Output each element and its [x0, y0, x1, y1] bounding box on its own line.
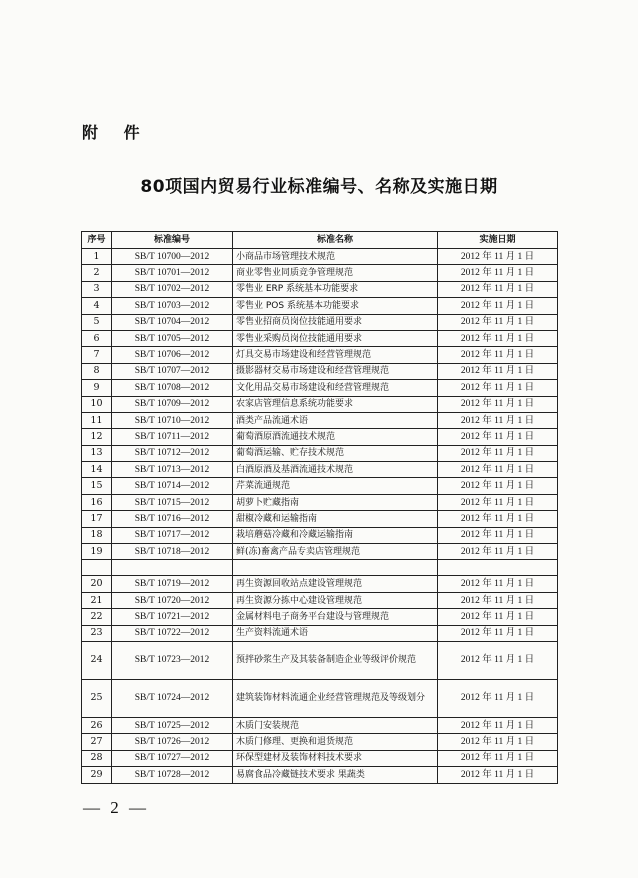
- cell-name: 摄影器材交易市场建设和经营管理规范: [233, 363, 438, 379]
- table-row: [82, 750, 558, 766]
- cell-seq: 14: [82, 462, 112, 478]
- cell-seq: 29: [82, 767, 112, 783]
- cell-date: 2012 年 11 月 1 日: [438, 462, 558, 478]
- cell-code: SB/T 10727—2012: [112, 750, 233, 766]
- table-row: [82, 347, 558, 363]
- cell-date: 2012 年 11 月 1 日: [438, 767, 558, 783]
- cell-seq: 5: [82, 314, 112, 330]
- cell-name: 环保型建材及装饰材料技术要求: [233, 750, 438, 766]
- cell-date: 2012 年 11 月 1 日: [438, 396, 558, 412]
- cell-name: 小商品市场管理技术规范: [233, 249, 438, 265]
- page-title: 80项国内贸易行业标准编号、名称及实施日期: [140, 177, 498, 197]
- table-row: [82, 767, 558, 783]
- cell-name: 易腐食品冷藏链技术要求 果蔬类: [233, 767, 438, 783]
- cell-code: SB/T 10728—2012: [112, 767, 233, 783]
- cell-code: SB/T 10722—2012: [112, 625, 233, 641]
- cell-date: 2012 年 11 月 1 日: [438, 527, 558, 543]
- cell-seq: 10: [82, 396, 112, 412]
- cell-name: 胡萝卜贮藏指南: [233, 494, 438, 510]
- table-row: [82, 544, 558, 560]
- cell-seq: 17: [82, 511, 112, 527]
- table-body-tall-rows: [82, 641, 558, 717]
- cell-seq: 12: [82, 429, 112, 445]
- cell-seq: 7: [82, 347, 112, 363]
- table-row: [82, 717, 558, 733]
- table-row: [82, 494, 558, 510]
- cell-date: 2012 年 11 月 1 日: [438, 679, 558, 717]
- table-row: [82, 412, 558, 428]
- cell-code: SB/T 10706—2012: [112, 347, 233, 363]
- table-body-part-3: [82, 717, 558, 783]
- cell-seq: 19: [82, 544, 112, 560]
- cell-code: SB/T 10700—2012: [112, 249, 233, 265]
- cell-code: SB/T 10707—2012: [112, 363, 233, 379]
- cell-seq: 28: [82, 750, 112, 766]
- cell-code: SB/T 10723—2012: [112, 641, 233, 679]
- cell-code: SB/T 10701—2012: [112, 265, 233, 281]
- cell-date: 2012 年 11 月 1 日: [438, 412, 558, 428]
- cell-code: SB/T 10717—2012: [112, 527, 233, 543]
- cell-seq: 11: [82, 412, 112, 428]
- cell-date: 2012 年 11 月 1 日: [438, 544, 558, 560]
- cell-seq: 23: [82, 625, 112, 641]
- cell-name: 木质门安装规范: [233, 717, 438, 733]
- cell-seq: 8: [82, 363, 112, 379]
- cell-date: 2012 年 11 月 1 日: [438, 330, 558, 346]
- cell-code: SB/T 10715—2012: [112, 494, 233, 510]
- table-spacer: [82, 560, 558, 576]
- table-row: [82, 249, 558, 265]
- cell-date: 2012 年 11 月 1 日: [438, 363, 558, 379]
- cell-seq: 18: [82, 527, 112, 543]
- cell-code: SB/T 10718—2012: [112, 544, 233, 560]
- cell-seq: 16: [82, 494, 112, 510]
- table-row: [82, 298, 558, 314]
- cell-code: SB/T 10725—2012: [112, 717, 233, 733]
- table-row: [82, 511, 558, 527]
- cell-date: 2012 年 11 月 1 日: [438, 734, 558, 750]
- cell-date: 2012 年 11 月 1 日: [438, 609, 558, 625]
- cell-seq: 4: [82, 298, 112, 314]
- table-row: [82, 265, 558, 281]
- header-date: 实施日期: [438, 232, 558, 249]
- table-body-part-1: [82, 249, 558, 560]
- cell-code: SB/T 10712—2012: [112, 445, 233, 461]
- cell-date: 2012 年 11 月 1 日: [438, 641, 558, 679]
- cell-date: 2012 年 11 月 1 日: [438, 494, 558, 510]
- cell-date: 2012 年 11 月 1 日: [438, 478, 558, 494]
- page-number: — 2 —: [83, 798, 149, 817]
- cell-date: 2012 年 11 月 1 日: [438, 592, 558, 608]
- cell-name: 零售业 ERP 系统基本功能要求: [233, 281, 438, 297]
- blank-row: [82, 560, 558, 576]
- cell-code: SB/T 10711—2012: [112, 429, 233, 445]
- attachment-label: 附 件: [82, 123, 150, 142]
- cell-date: 2012 年 11 月 1 日: [438, 314, 558, 330]
- cell-seq: 25: [82, 679, 112, 717]
- cell-date: 2012 年 11 月 1 日: [438, 249, 558, 265]
- table-row: [82, 592, 558, 608]
- cell-name: 酒类产品流通术语: [233, 412, 438, 428]
- cell-date: 2012 年 11 月 1 日: [438, 429, 558, 445]
- cell-seq: 20: [82, 576, 112, 592]
- table-row: [82, 330, 558, 346]
- cell-name: 甜椒冷藏和运输指南: [233, 511, 438, 527]
- cell-seq: 2: [82, 265, 112, 281]
- table-row: [82, 478, 558, 494]
- cell-name: 木质门修理、更换和退货规范: [233, 734, 438, 750]
- cell-code: SB/T 10705—2012: [112, 330, 233, 346]
- cell-seq: 24: [82, 641, 112, 679]
- cell-seq: 1: [82, 249, 112, 265]
- cell-name: 葡萄酒原酒流通技术规范: [233, 429, 438, 445]
- header-code: 标准编号: [112, 232, 233, 249]
- cell-seq: 22: [82, 609, 112, 625]
- cell-name: 鲜(冻)畜禽产品专卖店管理规范: [233, 544, 438, 560]
- cell-date: 2012 年 11 月 1 日: [438, 717, 558, 733]
- cell-name: 零售业采购员岗位技能通用要求: [233, 330, 438, 346]
- cell-name: 农家店管理信息系统功能要求: [233, 396, 438, 412]
- cell-code: SB/T 10708—2012: [112, 380, 233, 396]
- cell-date: 2012 年 11 月 1 日: [438, 298, 558, 314]
- cell-seq: 27: [82, 734, 112, 750]
- cell-name: 零售业 POS 系统基本功能要求: [233, 298, 438, 314]
- cell-code: SB/T 10721—2012: [112, 609, 233, 625]
- cell-code: SB/T 10726—2012: [112, 734, 233, 750]
- cell-seq: 21: [82, 592, 112, 608]
- cell-code: SB/T 10720—2012: [112, 592, 233, 608]
- table-row: [82, 609, 558, 625]
- table-row: [82, 734, 558, 750]
- cell-name: 再生资源分拣中心建设管理规范: [233, 592, 438, 608]
- cell-code: SB/T 10704—2012: [112, 314, 233, 330]
- cell-date: 2012 年 11 月 1 日: [438, 445, 558, 461]
- cell-code: SB/T 10724—2012: [112, 679, 233, 717]
- cell-name: 再生资源回收站点建设管理规范: [233, 576, 438, 592]
- cell-name: 文化用品交易市场建设和经营管理规范: [233, 380, 438, 396]
- standards-table: [81, 231, 558, 784]
- cell-name: 栽培蘑菇冷藏和冷藏运输指南: [233, 527, 438, 543]
- cell-date: 2012 年 11 月 1 日: [438, 265, 558, 281]
- table-row: [82, 281, 558, 297]
- table-header-row: [82, 232, 558, 249]
- table-row: [82, 363, 558, 379]
- cell-code: SB/T 10713—2012: [112, 462, 233, 478]
- cell-seq: 26: [82, 717, 112, 733]
- table-row: [82, 576, 558, 592]
- cell-code: SB/T 10709—2012: [112, 396, 233, 412]
- header-name: 标准名称: [233, 232, 438, 249]
- cell-date: 2012 年 11 月 1 日: [438, 281, 558, 297]
- header-seq: 序号: [82, 232, 112, 249]
- cell-date: 2012 年 11 月 1 日: [438, 511, 558, 527]
- cell-date: 2012 年 11 月 1 日: [438, 750, 558, 766]
- cell-code: SB/T 10702—2012: [112, 281, 233, 297]
- cell-code: SB/T 10719—2012: [112, 576, 233, 592]
- cell-name: 灯具交易市场建设和经营管理规范: [233, 347, 438, 363]
- table-row: [82, 396, 558, 412]
- cell-date: 2012 年 11 月 1 日: [438, 625, 558, 641]
- cell-code: SB/T 10710—2012: [112, 412, 233, 428]
- table-row: [82, 462, 558, 478]
- cell-name: 生产资料流通术语: [233, 625, 438, 641]
- table-body-part-2: [82, 576, 558, 642]
- cell-seq: 3: [82, 281, 112, 297]
- cell-name: 白酒原酒及基酒流通技术规范: [233, 462, 438, 478]
- cell-name: 芹菜流通规范: [233, 478, 438, 494]
- table-row: [82, 641, 558, 679]
- cell-seq: 13: [82, 445, 112, 461]
- cell-name: 葡萄酒运输、贮存技术规范: [233, 445, 438, 461]
- cell-seq: 9: [82, 380, 112, 396]
- table-row: [82, 445, 558, 461]
- cell-code: SB/T 10716—2012: [112, 511, 233, 527]
- cell-date: 2012 年 11 月 1 日: [438, 380, 558, 396]
- cell-name: 预拌砂浆生产及其装备制造企业等级评价规范: [233, 641, 438, 679]
- table-row: [82, 314, 558, 330]
- cell-name: 商业零售业同质竞争管理规范: [233, 265, 438, 281]
- cell-name: 零售业招商员岗位技能通用要求: [233, 314, 438, 330]
- cell-seq: 15: [82, 478, 112, 494]
- table-row: [82, 527, 558, 543]
- cell-name: 金属材料电子商务平台建设与管理规范: [233, 609, 438, 625]
- cell-code: SB/T 10703—2012: [112, 298, 233, 314]
- table-row: [82, 679, 558, 717]
- table-row: [82, 429, 558, 445]
- cell-date: 2012 年 11 月 1 日: [438, 347, 558, 363]
- cell-name: 建筑装饰材料流通企业经营管理规范及等级划分: [233, 679, 438, 717]
- cell-code: SB/T 10714—2012: [112, 478, 233, 494]
- cell-date: 2012 年 11 月 1 日: [438, 576, 558, 592]
- table-row: [82, 380, 558, 396]
- cell-seq: 6: [82, 330, 112, 346]
- table-row: [82, 625, 558, 641]
